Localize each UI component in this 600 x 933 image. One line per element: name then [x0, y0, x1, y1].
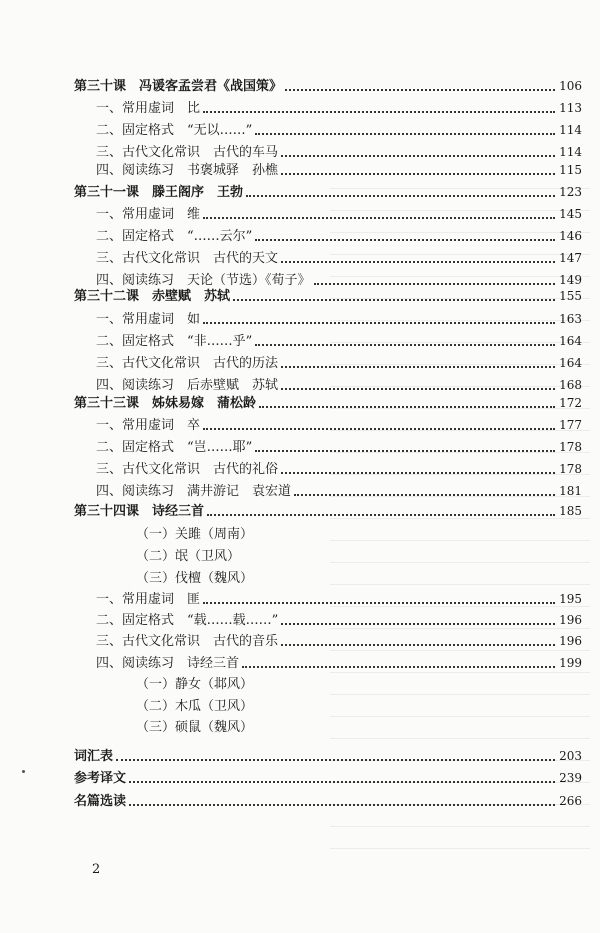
toc-entry-page-number: 195 — [559, 592, 582, 606]
toc-entry — [96, 222, 582, 244]
toc-entry — [96, 455, 582, 477]
toc-entry-label: 三、古代文化常识 古代的车马 — [96, 145, 279, 160]
toc-entry-page-number: 168 — [559, 378, 582, 392]
dot-leader — [246, 195, 555, 197]
toc-entry-page-number: 113 — [559, 101, 582, 115]
dot-leader — [255, 344, 555, 346]
dot-leader — [203, 602, 555, 604]
toc-entry — [96, 649, 582, 671]
toc-entry — [96, 349, 582, 371]
toc-entry-label: 第三十三课 姊妹易嫁 蒲松龄 — [74, 396, 257, 411]
toc-entry — [96, 585, 582, 607]
toc-entry — [96, 94, 582, 116]
toc-entry-page-number: 266 — [559, 794, 582, 808]
dot-leader — [259, 406, 555, 408]
toc-entry-page-number: 196 — [559, 634, 582, 648]
toc-entry-label: 一、常用虚词 维 — [96, 207, 201, 222]
toc-entry-label: （一）关雎（周南） — [136, 527, 254, 542]
dot-leader — [203, 322, 555, 324]
scan-speck — [22, 770, 25, 773]
toc-entry-label: （二）木瓜（卫风） — [136, 699, 254, 714]
toc-entry-page-number: 172 — [559, 396, 582, 410]
toc-entry — [136, 520, 582, 542]
toc-entry-page-number: 178 — [559, 462, 582, 476]
toc-entry — [136, 713, 582, 735]
toc-chapter-entry — [74, 178, 582, 200]
toc-entry-page-number: 164 — [559, 334, 582, 348]
toc-entry — [96, 156, 582, 178]
toc-entry-label: （三）硕鼠（魏风） — [136, 720, 254, 735]
toc-entry-page-number: 199 — [559, 656, 582, 670]
toc-entry-label: （一）静女（邶风） — [136, 677, 254, 692]
dot-leader — [203, 217, 555, 219]
dot-leader — [281, 472, 555, 474]
toc-entry-label: 二、固定格式 “载……载……” — [96, 613, 279, 628]
toc-entry-label: 三、古代文化常识 古代的音乐 — [96, 634, 279, 649]
toc-entry-page-number: 115 — [559, 163, 582, 177]
toc-entry — [136, 670, 582, 692]
toc-entry-label: 参考译文 — [74, 771, 127, 786]
toc-entry-label: 一、常用虚词 比 — [96, 101, 201, 116]
toc-entry — [96, 200, 582, 222]
toc-entry-page-number: 178 — [559, 440, 582, 454]
toc-entry-page-number: 196 — [559, 613, 582, 627]
toc-entry-label: 第三十一课 滕王阁序 王勃 — [74, 185, 244, 200]
toc-entry-page-number: 145 — [559, 207, 582, 221]
toc-entry-label: 三、古代文化常识 古代的天文 — [96, 251, 279, 266]
toc-entry — [96, 327, 582, 349]
toc-chapter-entry — [74, 389, 582, 411]
toc-entry-label: 四、阅读练习 诗经三首 — [96, 656, 240, 671]
toc-entry-page-number: 181 — [559, 484, 582, 498]
dot-leader — [203, 111, 555, 113]
dot-leader — [116, 759, 555, 761]
toc-entry-page-number: 149 — [559, 273, 582, 287]
toc-entry-page-number: 114 — [559, 123, 582, 137]
toc-entry-page-number: 147 — [559, 251, 582, 265]
dot-leader — [281, 366, 555, 368]
toc-entry-label: 四、阅读练习 天论（节选）《荀子》 — [96, 273, 311, 288]
toc-entry-label: 四、阅读练习 书褒城驿 孙樵 — [96, 163, 279, 178]
dot-leader — [281, 644, 555, 646]
toc-entry-page-number: 239 — [559, 771, 582, 785]
toc-chapter-entry — [74, 282, 582, 304]
toc-entry-label: 一、常用虚词 匪 — [96, 592, 201, 607]
toc-chapter-entry — [74, 787, 582, 809]
toc-entry-label: 二、固定格式 “岂……耶” — [96, 440, 253, 455]
toc-entry — [96, 477, 582, 499]
dot-leader — [203, 428, 555, 430]
toc-chapter-entry — [74, 497, 582, 519]
toc-entry — [136, 542, 582, 564]
toc-entry-page-number: 106 — [559, 79, 582, 93]
toc-entry — [96, 116, 582, 138]
dot-leader — [255, 239, 555, 241]
toc-entry-label: （二）氓（卫风） — [136, 549, 241, 564]
toc-entry-label: 名篇选读 — [74, 794, 127, 809]
dot-leader — [233, 299, 555, 301]
toc-entry — [136, 692, 582, 714]
dot-leader — [129, 804, 555, 806]
toc-entry-label: 二、固定格式 “非……乎” — [96, 334, 253, 349]
toc-entry-label: 三、古代文化常识 古代的历法 — [96, 356, 279, 371]
toc-entry-page-number: 203 — [559, 749, 582, 763]
toc-entry-label: 三、古代文化常识 古代的礼俗 — [96, 462, 279, 477]
toc-entry-label: 词汇表 — [74, 749, 114, 764]
dot-leader — [242, 666, 555, 668]
toc-entry — [96, 305, 582, 327]
toc-entry-page-number: 155 — [559, 289, 582, 303]
toc-entry-label: 第三十课 冯谖客孟尝君《战国策》 — [74, 79, 283, 94]
toc-entry-page-number: 164 — [559, 356, 582, 370]
toc-chapter-entry — [74, 72, 582, 94]
dot-leader — [294, 494, 555, 496]
toc-entry-label: 四、阅读练习 满井游记 袁宏道 — [96, 484, 292, 499]
footer-page-number: 2 — [92, 862, 101, 877]
toc-entry-page-number: 163 — [559, 312, 582, 326]
dot-leader — [255, 133, 555, 135]
dot-leader — [281, 623, 555, 625]
toc-entry-label: 一、常用虚词 如 — [96, 312, 201, 327]
dot-leader — [129, 781, 555, 783]
toc-entry-label: 第三十四课 诗经三首 — [74, 504, 205, 519]
dot-leader — [281, 261, 555, 263]
toc-entry — [96, 606, 582, 628]
toc-entry-label: （三）伐檀（魏风） — [136, 571, 254, 586]
toc-entry-label: 二、固定格式 “……云尔” — [96, 229, 253, 244]
toc-entry-page-number: 146 — [559, 229, 582, 243]
toc-entry — [96, 627, 582, 649]
toc-entry-page-number: 177 — [559, 418, 582, 432]
dot-leader — [255, 450, 555, 452]
toc-entry-label: 第三十二课 赤壁赋 苏轼 — [74, 289, 231, 304]
toc-entry-page-number: 114 — [559, 145, 582, 159]
toc-entry — [96, 244, 582, 266]
toc-entry-label: 四、阅读练习 后赤壁赋 苏轼 — [96, 378, 279, 393]
dot-leader — [281, 173, 555, 175]
toc-entry — [96, 411, 582, 433]
toc-entry — [136, 564, 582, 586]
toc-chapter-entry — [74, 764, 582, 786]
dot-leader — [207, 514, 555, 516]
toc-entry — [96, 433, 582, 455]
toc-entry-page-number: 185 — [559, 504, 582, 518]
toc-entry-label: 二、固定格式 “无以……” — [96, 123, 253, 138]
toc-chapter-entry — [74, 742, 582, 764]
dot-leader — [285, 89, 555, 91]
toc-entry-page-number: 123 — [559, 185, 582, 199]
toc-entry-label: 一、常用虚词 卒 — [96, 418, 201, 433]
